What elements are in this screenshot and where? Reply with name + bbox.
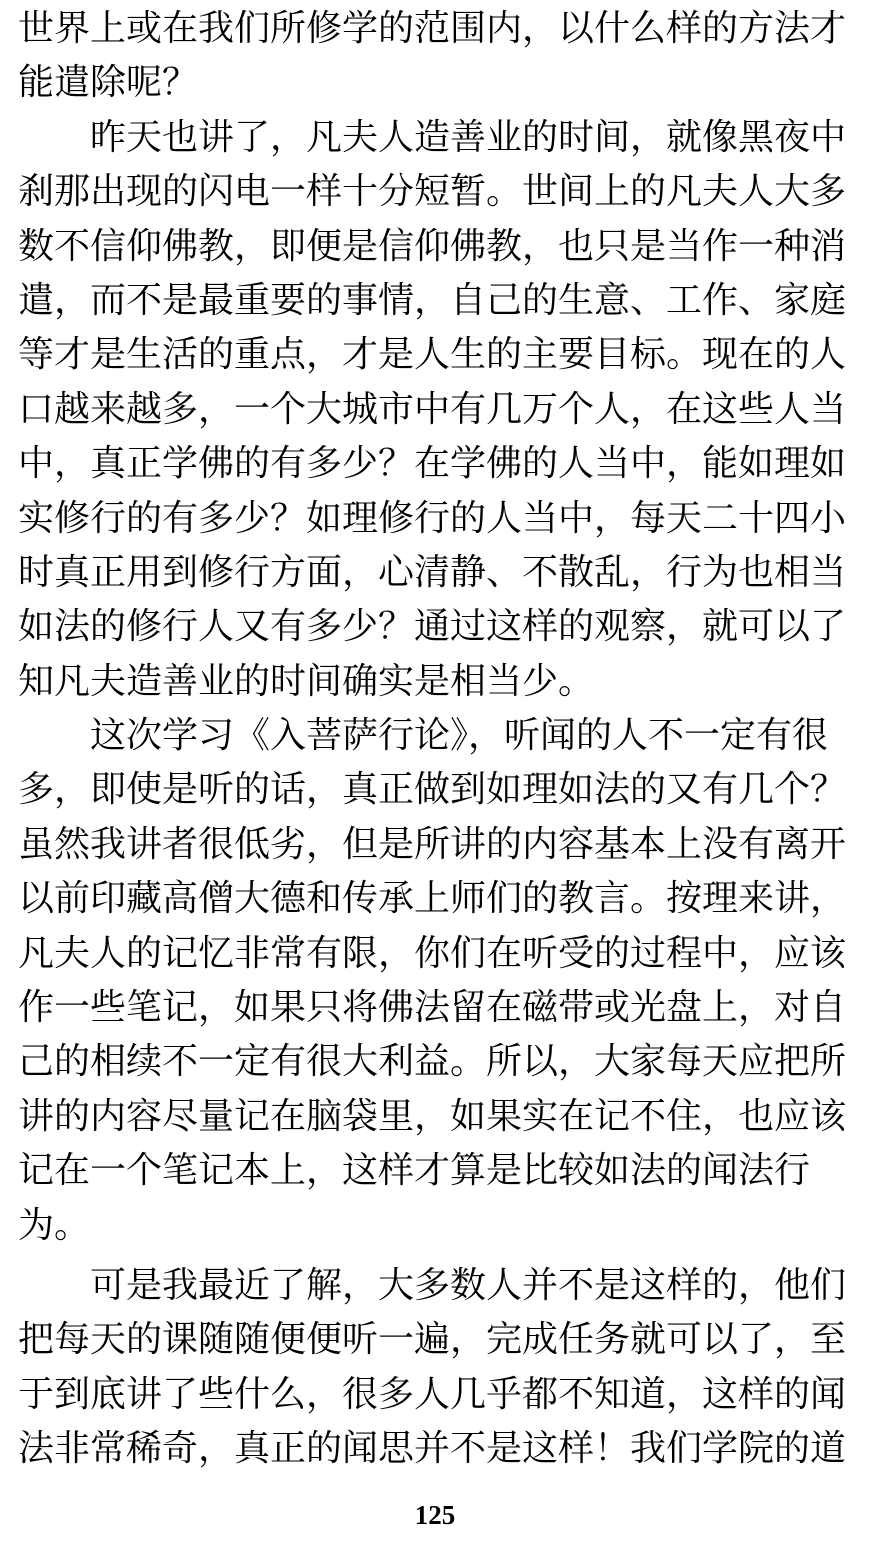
text-line: 昨天也讲了，凡夫人造善业的时间，就像黑夜中	[18, 116, 847, 158]
text-line: 口越来越多，一个大城市中有几万个人，在这些人当	[18, 388, 847, 430]
text-line: 实修行的有多少？如理修行的人当中，每天二十四小	[18, 497, 847, 539]
text-line: 虽然我讲者很低劣，但是所讲的内容基本上没有离开	[18, 823, 847, 865]
paragraph-3	[18, 709, 858, 1253]
text-line: 世界上或在我们所修学的范围内，以什么样的方法才	[18, 8, 847, 49]
page-number: 125	[414, 1500, 456, 1530]
text-line: 可是我最近了解，大多数人并不是这样的，他们	[18, 1264, 847, 1306]
text-line: 凡夫人的记忆非常有限，你们在听受的过程中，应该	[18, 932, 847, 974]
text-line: 多，即使是听的话，真正做到如理如法的又有几个？	[18, 769, 847, 811]
text-line: 作一些笔记，如果只将佛法留在磁带或光盘上，对自	[18, 987, 847, 1029]
text-line: 讲的内容尽量记在脑袋里，如果实在记不住，也应该	[18, 1095, 847, 1137]
paragraph-2	[18, 111, 858, 709]
text-line: 知凡夫造善业的时间确实是相当少。	[18, 660, 595, 702]
text-line: 记在一个笔记本上，这样才算是比较如法的闻法行	[18, 1150, 811, 1192]
text-line: 以前印藏高僧大德和传承上师们的教言。按理来讲，	[18, 878, 847, 920]
text-line: 数不信仰佛教，即便是信仰佛教，也只是当作一种消	[18, 225, 847, 267]
text-line: 遣，而不是最重要的事情，自己的生意、工作、家庭	[18, 279, 847, 321]
text-line: 把每天的课随随便便听一遍，完成任务就可以了，至	[18, 1319, 847, 1361]
paragraph-1	[18, 2, 858, 111]
text-line: 刹那出现的闪电一样十分短暂。世间上的凡夫人大多	[18, 171, 847, 213]
paragraph-4	[18, 1259, 858, 1477]
text-line: 于到底讲了些什么，很多人几乎都不知道，这样的闻	[18, 1373, 847, 1415]
body-text	[18, 2, 858, 1477]
text-line: 等才是生活的重点，才是人生的主要目标。现在的人	[18, 334, 847, 376]
text-line: 这次学习《入菩萨行论》，听闻的人不一定有很	[18, 715, 829, 757]
text-line: 能遣除呢？	[18, 62, 199, 104]
text-line: 中，真正学佛的有多少？在学佛的人当中，能如理如	[18, 443, 847, 485]
text-line: 法非常稀奇，真正的闻思并不是这样！我们学院的道	[18, 1428, 847, 1470]
text-line: 如法的修行人又有多少？通过这样的观察，就可以了	[18, 606, 847, 648]
text-line: 为。	[18, 1204, 91, 1246]
text-line: 时真正用到修行方面，心清静、不散乱，行为也相当	[18, 551, 847, 593]
text-line: 己的相续不一定有很大利益。所以，大家每天应把所	[18, 1041, 847, 1083]
